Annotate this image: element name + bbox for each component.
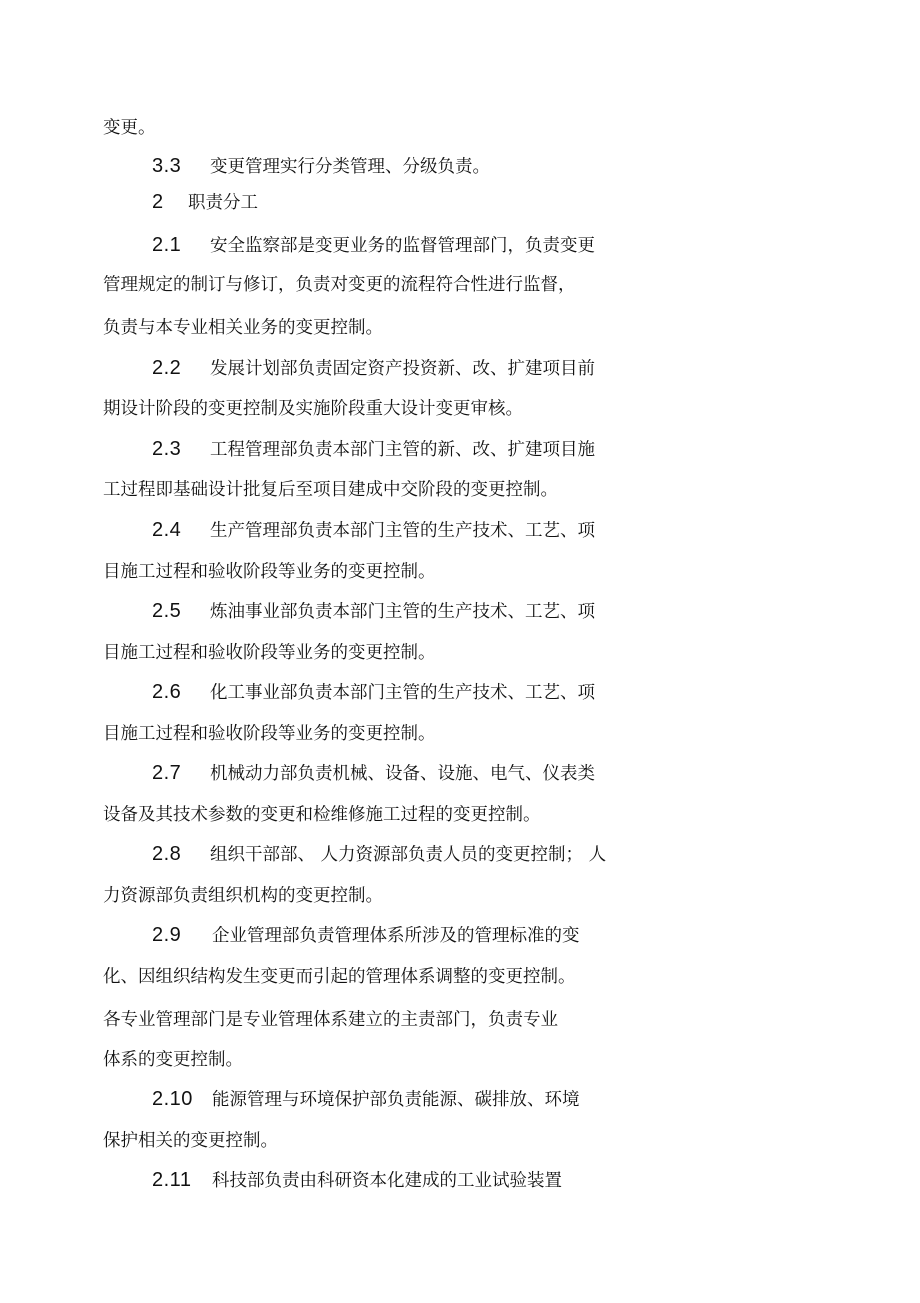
section-2-11 [152, 1168, 562, 1193]
section-number: 2.11 [152, 1169, 192, 1191]
section-number: 3.3 [152, 155, 182, 177]
paragraph-line: 保护相关的变更控制。 [103, 1131, 278, 1151]
paragraph-line: 设备及其技术参数的变更和检维修施工过程的变更控制。 [103, 805, 541, 825]
section-2-5 [152, 599, 595, 624]
section-2-7 [152, 761, 595, 786]
section-number: 2.1 [152, 234, 182, 256]
section-text: 科技部负责由科研资本化建成的工业试验装置 [212, 1171, 562, 1191]
paragraph-line: 管理规定的制订与修订，负责对变更的流程符合性进行监督， [103, 275, 576, 295]
paragraph-line: 目施工过程和验收阶段等业务的变更控制。 [103, 643, 436, 663]
section-text: 安全监察部是变更业务的监督管理部门，负责变更 [210, 236, 595, 256]
section-text: 生产管理部负责本部门主管的生产技术、工艺、项 [210, 521, 595, 541]
section-number: 2.10 [152, 1088, 193, 1110]
section-number: 2.9 [152, 924, 182, 946]
section-number: 2.8 [152, 843, 182, 865]
section-3-3 [152, 154, 490, 179]
section-text: 工程管理部负责本部门主管的新、改、扩建项目施 [210, 440, 595, 460]
section-text: 变更管理实行分类管理、分级负责。 [210, 157, 490, 177]
paragraph-line: 各专业管理部门是专业管理体系建立的主责部门，负责专业 [103, 1010, 558, 1030]
section-2-8 [152, 842, 606, 867]
section-text: 化工事业部负责本部门主管的生产技术、工艺、项 [210, 683, 595, 703]
paragraph-line: 化、因组织结构发生变更而引起的管理体系调整的变更控制。 [103, 967, 576, 987]
section-number: 2.7 [152, 762, 182, 784]
section-number: 2.6 [152, 681, 182, 703]
section-number: 2 [152, 191, 164, 213]
paragraph-line: 体系的变更控制。 [103, 1050, 243, 1070]
paragraph-line: 工过程即基础设计批复后至项目建成中交阶段的变更控制。 [103, 480, 558, 500]
text: 变更。 [103, 118, 156, 138]
paragraph-line: 负责与本专业相关业务的变更控制。 [103, 318, 383, 338]
paragraph-line: 期设计阶段的变更控制及实施阶段重大设计变更审核。 [103, 399, 523, 419]
paragraph-line [103, 116, 156, 140]
paragraph-line: 目施工过程和验收阶段等业务的变更控制。 [103, 724, 436, 744]
section-text: 发展计划部负责固定资产投资新、改、扩建项目前 [210, 359, 595, 379]
paragraph-line: 目施工过程和验收阶段等业务的变更控制。 [103, 562, 436, 582]
section-2-2 [152, 356, 595, 381]
section-text: 企业管理部负责管理体系所涉及的管理标准的变 [212, 926, 580, 946]
section-2-10 [152, 1087, 580, 1112]
section-number: 2.5 [152, 600, 182, 622]
section-2-9 [152, 923, 580, 948]
section-text: 组织干部部、 人力资源部负责人员的变更控制； 人 [210, 845, 607, 865]
section-2-3 [152, 437, 595, 462]
section-text: 能源管理与环境保护部负责能源、碳排放、环境 [212, 1090, 580, 1110]
section-2-4 [152, 518, 595, 543]
section-2-1 [152, 233, 595, 258]
section-text: 炼油事业部负责本部门主管的生产技术、工艺、项 [210, 602, 595, 622]
section-number: 2.2 [152, 357, 182, 379]
section-2-6 [152, 680, 595, 705]
section-number: 2.3 [152, 438, 182, 460]
section-heading: 职责分工 [188, 193, 258, 213]
section-number: 2.4 [152, 519, 182, 541]
section-2-heading [152, 190, 258, 215]
paragraph-line: 力资源部负责组织机构的变更控制。 [103, 886, 383, 906]
section-text: 机械动力部负责机械、设备、设施、电气、仪表类 [210, 764, 595, 784]
